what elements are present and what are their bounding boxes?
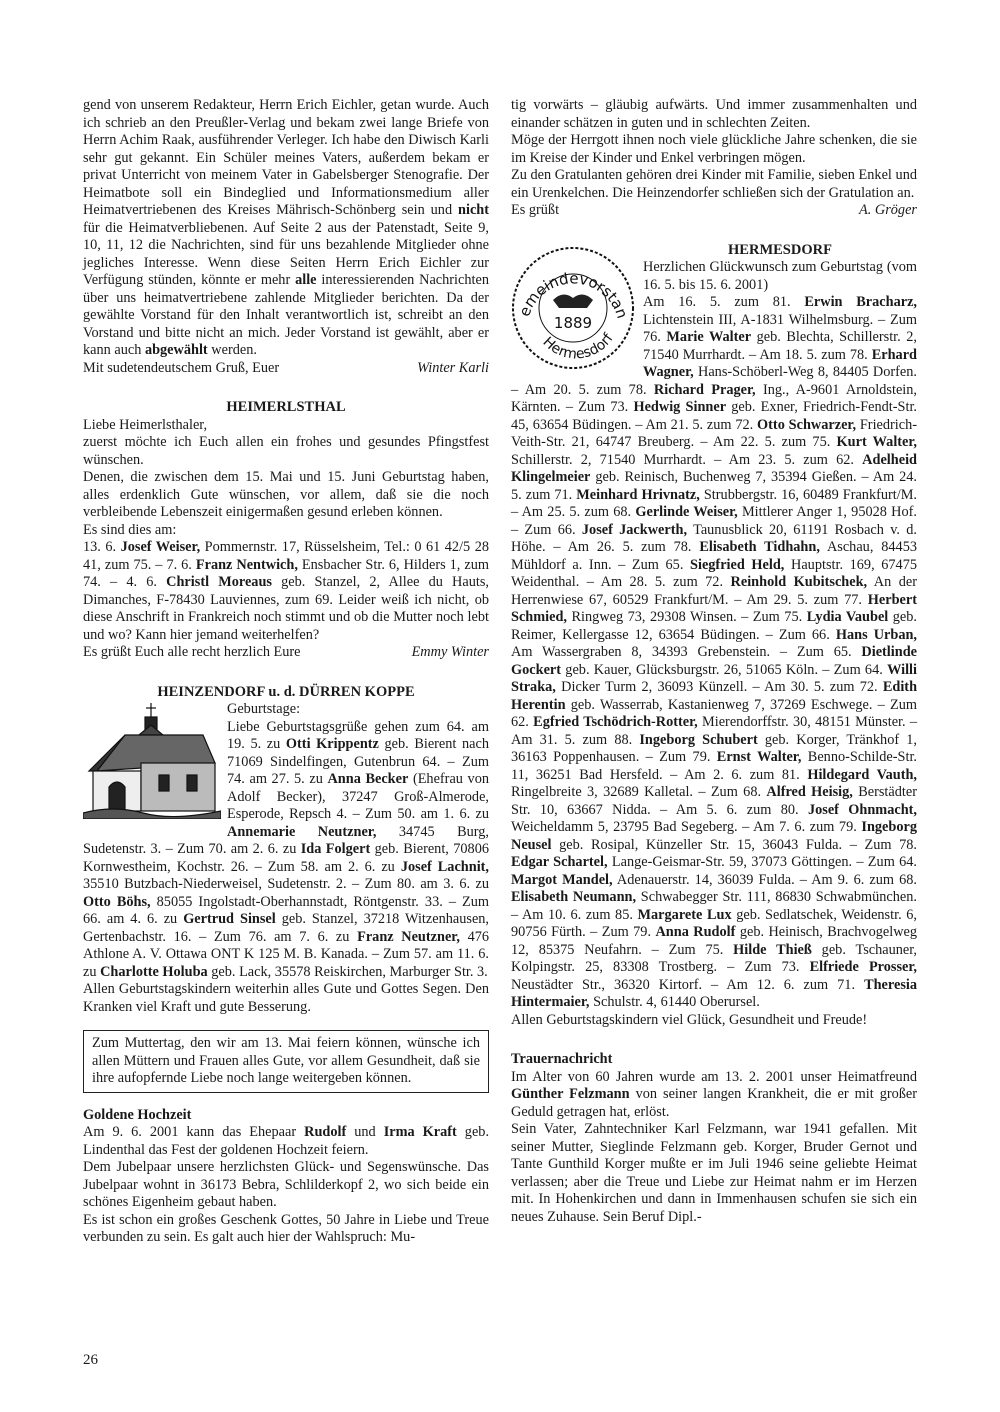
hermesdorf-seal bbox=[509, 244, 637, 378]
golden-wedding-p5: Zu den Gratulanten gehören drei Kinder mit Familie, sieben Enkel und ein Urenkelchen. Die Heinzendorfer schließen sich der Gratulation an. bbox=[511, 167, 917, 201]
heimerlsthal-greeting: Liebe Heimerlsthaler, bbox=[83, 416, 208, 433]
mothers-day-text: Zum Muttertag, den wir am 13. Mai feiern können, wünsche ich allen Müttern und Frauen alles Gute, vor allem Gesundheit, daß sie ihre aufopfernde Liebe noch lange weitergeben können. bbox=[92, 1035, 480, 1086]
golden-wedding-p3: Es ist schon ein großes Geschenk Gottes, 50 Jahre in Liebe und Treue verbunden zu sein. Es galt auch hier der Wahlspruch: Mu- bbox=[83, 1211, 489, 1245]
svg-text:Gemeindevorstand bbox=[509, 244, 631, 321]
chapel-icon bbox=[83, 701, 221, 819]
hermesdorf-birthdays: Am 16. 5. zum 81. Erwin Bracharz, Lichtenstein III, A-1831 Wilhelmsburg. – Zum 76. Marie Walter geb. Blechta, Schillerstr. 2, 71540 Murrhardt. – Am 18. 5. zum 78. Erhard Wagner, Hans-Schöberl-Weg 8, 84405 Dorfen. – Am 20. 5. zum 78. Richard Prager, Ing., A-9601 Arnoldstein, Kärnten. – Zum 73. Hedwig Sinner geb. Exner, Friedrich-Fendt-Str. 45, 63654 Büdingen. – Am 21. 5. zum 72. Otto Schwarzer, Friedrich-Veith-Str. 21, 64747 Breuberg. – Am 22. 5. zum 75. Kurt Walter, Schillerstr. 2, 71540 Murrhardt. – Am 23. 5. zum 62. Adelheid Klingelmeier geb. Reinisch, Buchenweg 7, 35394 Gießen. – Am 24. 5. zum 71. Meinhard Hrivnatz, Strubbergstr. 16, 60489 Frankfurt/M. – Am 25. 5. zum 68. Gerlinde Weiser, Mittlerer Anger 1, 95028 Hof. – Zum 66. Josef Jackwerth, Taunusblick 20, 61191 Rosbach v. d. Höhe. – Am 26. 5. zum 78. Elisabeth Tidhahn, Aschau, 84453 Mühldorf a. Inn. – Zum 65. Siegfried Held, Hauptstr. 169, 67475 Weidenthal. – Am 28. 5. zum 72. Reinhold Kubitschek, An der Herrenwiese 67, 60529 Frankfurt/M. – Am 29. 5. zum 77. Herbert Schmied, Ringweg 73, 29308 Winsen. – Zum 75. Lydia Vaubel geb. Reimer, Kellergasse 12, 63654 Büdingen. – Zum 66. Hans Urban, Am Wassergraben 8, 34393 Grebenstein. – Zum 65. Dietlinde Gockert geb. Kauer, Glücksburgstr. 26, 51065 Köln. – Zum 64. Willi Straka, Dicker Turm 2, 36093 Künzell. – Am 30. 5. zum 72. Edith Herentin geb. Wasserrab, Kastanienweg 7, 37269 Eschwege. – Zum 62. Egfried Tschödrich-Rotter, Mierendorffstr. 30, 48151 Münster. – Am 31. 5. zum 88. Ingeborg Schubert geb. Korger, Tränkhof 1, 36163 Poppenhausen. – Zum 79. Ernst Walter, Benno-Schilde-Str. 11, 36251 Bad Hersfeld. – Am 2. 6. zum 81. Hildegard Vauth, Ringelbreite 3, 32689 Kalletal. – Zum 68. Alfred Heisig, Berstädter Str. 10, 63667 Nidda. – Am 5. 6. zum 80. Josef Ohnmacht, Weicheldamm 5, 23795 Bad Segeberg. – Am 7. 6. zum 79. Ingeborg Neusel geb. Rosipal, Künzeller Str. 15, 36043 Fulda. – Zum 78. Edgar Schartel, Lange-Geismar-Str. 59, 37073 Göttingen. – Zum 64. Margot Mandel, Adenauerstr. 14, 36039 Fulda. – Am 9. 6. zum 68. Elisabeth Neumann, Schwabegger Str. 111, 86830 Schwabmünchen. – Am 10. 6. zum 85. Margarete Lux geb. Sedlatschek, Weidenstr. 6, 90756 Fürth. – Zum 79. Anna Rudolf geb. Heinisch, Brachvogelweg 12, 85375 Neufahrn. – Zum 75. Hilde Thieß geb. Tschauner, Kolpingstr. 25, 83308 Trostberg. – Zum 73. Elfriede Prosser, Neustädter Str., 36320 Kirtorf. – Am 12. 6. zum 71. Theresia Hintermaier, Schulstr. 4, 61440 Oberursel. bbox=[511, 294, 918, 1010]
seal-year: 1889 bbox=[553, 313, 593, 332]
page-number: 26 bbox=[83, 1352, 98, 1368]
heimerlsthal-p2: Denen, die zwischen dem 15. Mai und 15. Juni Geburtstag haben, alles erdenklich Gute wünschen, vor allem, daß sie die noch verbleibende Lebenszeit einigermaßen gesund erleben können. bbox=[83, 469, 489, 520]
trauer-p2: Sein Vater, Zahntechniker Karl Felzmann, war 1941 gefallen. Mit seiner Mutter, Sieglinde Felzmann geb. Korger, Bruder Gernot und Tante Gunthild Korger mußte er im Juli 1946 seine geliebte Heimat verlassen; aber die Treue und Liebe zur Heimat nahm er im Herzen mit. In Hohenkirchen und dann in Immenhausen schufen sie sich ein neues Zuhause. Sein Beruf Dipl.- bbox=[511, 1121, 917, 1225]
heimerlsthal-signature: Es grüßt Euch alle recht herzlich Eure Emmy Winter bbox=[83, 644, 489, 660]
golden-wedding-p4: Möge der Herrgott ihnen noch viele glückliche Jahre schenken, die sie im Kreise der Kinder und Enkel verbringen mögen. bbox=[511, 132, 917, 166]
heimerlsthal-birthdays: 13. 6. Josef Weiser, Pommernstr. 17, Rüsselsheim, Tel.: 0 61 42/5 28 41, zum 75. – 7. 6. Franz Nentwich, Ensbacher Str. 6, Hilders 1, zum 74. – 4. 6. Christl Moreaus geb. Stanzel, 2, Allee du Hauts, Dimanches, F-78430 Lauviennes, zum 69. Leider weiß ich nicht, ob diese Anschrift in Frankreich noch stimmt und ob die Mutter noch lebt und wo? Kann hier jemand weiterhelfen? bbox=[83, 539, 489, 643]
heinzendorf-wishes: Allen Geburtstagskindern weiterhin alles Gute und Gottes Segen. Den Kranken viel Kraft und gute Besserung. bbox=[83, 981, 489, 1015]
intro-author: Winter Karli bbox=[417, 359, 489, 376]
chapel-illustration bbox=[83, 701, 221, 825]
heimerlsthal-title: HEIMERLSTHAL bbox=[226, 399, 346, 415]
golden-wedding-signature: Es grüßt A. Gröger bbox=[511, 202, 917, 218]
heinzendorf-birthdays: Liebe Geburtstagsgrüße gehen zum 64. am 19. 5. zu Otti Krippentz geb. Bierent nach 71069 Sindelfingen, Gutenbrun 64. – Zum 74. am 27. 5. zu Anna Becker (Ehefrau von Adolf Becker), 37247 Groß-Almerode, Esperode, Repsch 4. – Zum 50. am 1. 6. zu Annemarie Neutzner, 34745 Burg, Sudetenstr. 3. – Zum 70. am 2. 6. zu Ida Folgert geb. Bierent, 70806 Kornwestheim, Kochstr. 26. – Zum 58. am 2. 6. zu Josef Lachnit, 35510 Butzbach-Niederweisel, Sudetenstr. 2. – Zum 80. am 3. 6. zu Otto Böhs, 85055 Ingolstadt-Oberhannstadt, Röntgenstr. 33. – Zum 66. am 4. 6. zu Gertrud Sinsel geb. Stanzel, 37218 Witzenhausen, Gertenbachstr. 16. – Zum 76. am 7. 6. zu Franz Neutzner, 476 Athlone A. V. Ottawa ONT K 125 M. B. Kanada. – Zum 57. am 11. 6. zu Charlotte Holuba geb. Lack, 35578 Reiskirchen, Marburger Str. 3. bbox=[83, 718, 490, 980]
golden-wedding-p1: Am 9. 6. 2001 kann das Ehepaar Rudolf und Irma Kraft geb. Lindenthal das Fest der goldenen Hochzeit feiern. bbox=[83, 1124, 490, 1158]
heimerlsthal-author: Emmy Winter bbox=[411, 644, 489, 660]
trauer-p1: Im Alter von 60 Jahren wurde am 13. 2. 2001 unser Heimatfreund Günther Felzmann von seiner langen Krankheit, die er mit großer Geduld getragen hat, erlöst. bbox=[511, 1068, 918, 1120]
hermesdorf-intro: Herzlichen Glückwunsch zum Geburtstag (vom 16. 5. bis 15. 6. 2001) bbox=[643, 259, 917, 293]
left-column bbox=[83, 97, 489, 1247]
intro-signature: Mit sudetendeutschem Gruß, Euer Winter Karli bbox=[83, 359, 489, 376]
trauer-title: Trauernachricht bbox=[511, 1051, 613, 1067]
mothers-day-box bbox=[83, 1030, 489, 1093]
heimerlsthal-p3: Es sind dies am: bbox=[83, 521, 177, 538]
golden-wedding-title: Goldene Hochzeit bbox=[83, 1106, 192, 1123]
golden-wedding-continuation: tig vorwärts – gläubig aufwärts. Und immer zusammenhalten und einander schätzen in guten und in schlechten Zeiten. bbox=[511, 97, 917, 131]
right-column bbox=[511, 97, 917, 1226]
hermesdorf-title: HERMESDORF bbox=[728, 241, 832, 258]
hermesdorf-wishes: Allen Geburtstagskindern viel Glück, Gesundheit und Freude! bbox=[511, 1011, 868, 1028]
heinzendorf-label: Geburtstage: bbox=[227, 701, 301, 717]
seal-top-text: emeindevorstan bbox=[515, 268, 632, 321]
golden-wedding-p2: Dem Jubelpaar unsere herzlichsten Glück- und Segenswünsche. Das Jubelpaar wohnt in 36173 Bebra, Schlilderkopf 2, wo sich beide ein schönes Eigenheim gebaut haben. bbox=[83, 1159, 489, 1210]
seal-icon bbox=[509, 244, 637, 372]
heimerlsthal-p1: zuerst möchte ich Euch allen ein frohes und gesundes Pfingstfest wünschen. bbox=[83, 434, 489, 468]
seal-bottom-text: Hermesdorf bbox=[539, 330, 617, 363]
svg-text:Hermesdorf bbox=[540, 329, 618, 362]
heinzendorf-title: HEINZENDORF u. d. DÜRREN KOPPE bbox=[157, 683, 415, 700]
intro-text: gend von unserem Redakteur, Herrn Erich Eichler, getan wurde. Auch ich schrieb an den Preußler-Verlag und bekam zwei lange Briefe von Herrn Achim Raak, ausführender Verleger. Ich habe den Diwisch Karli sehr gut gekannt. Ein Schüler meines Vaters, außerdem bekam er privat Unterricht von meinem Vater in Gabelsberger Stenografie. Der Heimatbote soll ein Bindeglied und Informationsmedium aller Heimatvertriebenen des Kreises Mährisch-Schönberg sein und nicht für die Heimatverbliebenen. Auf Seite 2 aus der Patenstadt, Seite 9, 10, 11, 12 die Nachrichten, sind für uns bezahlende Mitglieder ohne jegliches Interesse. Wenn diese Seiten Herrn Erich Eichler zur Verfügung stünden, könnte er mehr alle interessierenden Nachrichten über uns heimatvertriebene zahlende Mitglieder berichten. Da der gewählte Vorstand für den Inhalt verantwortlich ist, schreibt an den Vorstand und bitte nicht an mich. Jeder Vorstand ist gewählt, aber er kann auch abgewählt werden. bbox=[83, 97, 490, 358]
golden-wedding-author: A. Gröger bbox=[859, 202, 917, 218]
